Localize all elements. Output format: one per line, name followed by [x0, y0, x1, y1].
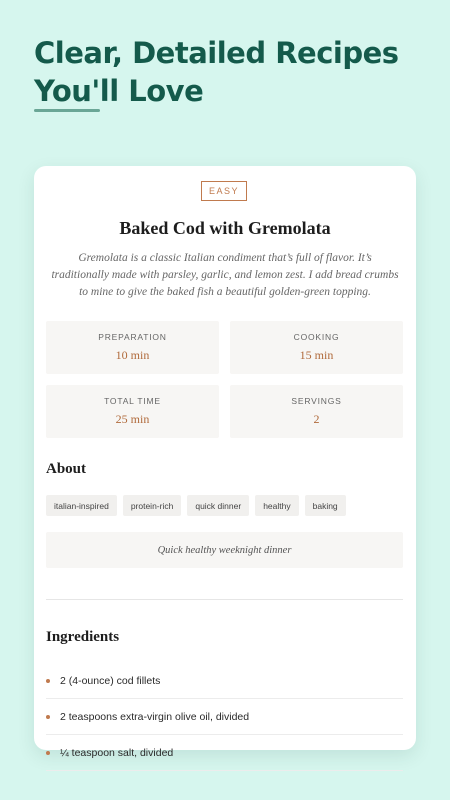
bullet-icon [46, 679, 50, 683]
stat-servings [230, 385, 403, 438]
stat-label: TOTAL TIME [104, 396, 161, 406]
tag-quick-dinner[interactable]: quick dinner [187, 495, 249, 516]
stat-value: 25 min [115, 412, 150, 426]
tag-healthy[interactable]: healthy [255, 495, 298, 516]
difficulty-badge: EASY [201, 181, 247, 201]
ingredient-item[interactable] [46, 735, 403, 771]
ingredient-text: 2 (4-ounce) cod fillets [60, 674, 161, 687]
recipe-card[interactable] [34, 166, 416, 759]
recipe-description: Gremolata is a classic Italian condiment that’s full of flavor. It’s traditionally made with parsley, garlic, and lemon zest. I add bread crumbs to mine to give the baked fish a beautiful golden-green topping. [51, 252, 399, 298]
stat-preparation [46, 321, 219, 374]
stat-value: 10 min [115, 348, 150, 362]
headline-underline [34, 109, 100, 112]
headline-line-1: Clear, Detailed Recipes [34, 36, 399, 70]
tag-baking[interactable]: baking [305, 495, 346, 516]
bullet-icon [46, 751, 50, 755]
tag-italian-inspired[interactable]: italian-inspired [46, 495, 117, 516]
stat-value: 15 min [299, 348, 334, 362]
ingredient-text: ¼ teaspoon salt, divided [60, 746, 174, 759]
stat-value: 2 [313, 412, 320, 426]
about-heading: About [46, 461, 87, 477]
stat-label: PREPARATION [98, 332, 167, 342]
stat-cooking [230, 321, 403, 374]
recipe-note: Quick healthy weeknight dinner [46, 532, 403, 568]
tag-list [46, 495, 352, 516]
ingredient-item[interactable] [46, 699, 403, 735]
ingredients-list [46, 663, 403, 771]
ingredient-item[interactable] [46, 663, 403, 699]
ingredients-heading: Ingredients [46, 629, 120, 645]
headline-line-2: You'll Love [34, 74, 204, 108]
stat-label: COOKING [293, 332, 340, 342]
recipe-title: Baked Cod with Gremolata [119, 218, 331, 238]
ingredient-text: 2 teaspoons extra-virgin olive oil, divided [60, 710, 250, 723]
promo-headline [34, 34, 399, 110]
tag-protein-rich[interactable]: protein-rich [123, 495, 182, 516]
bullet-icon [46, 715, 50, 719]
section-divider [46, 599, 403, 600]
stat-total-time [46, 385, 219, 438]
stat-label: SERVINGS [291, 396, 342, 406]
